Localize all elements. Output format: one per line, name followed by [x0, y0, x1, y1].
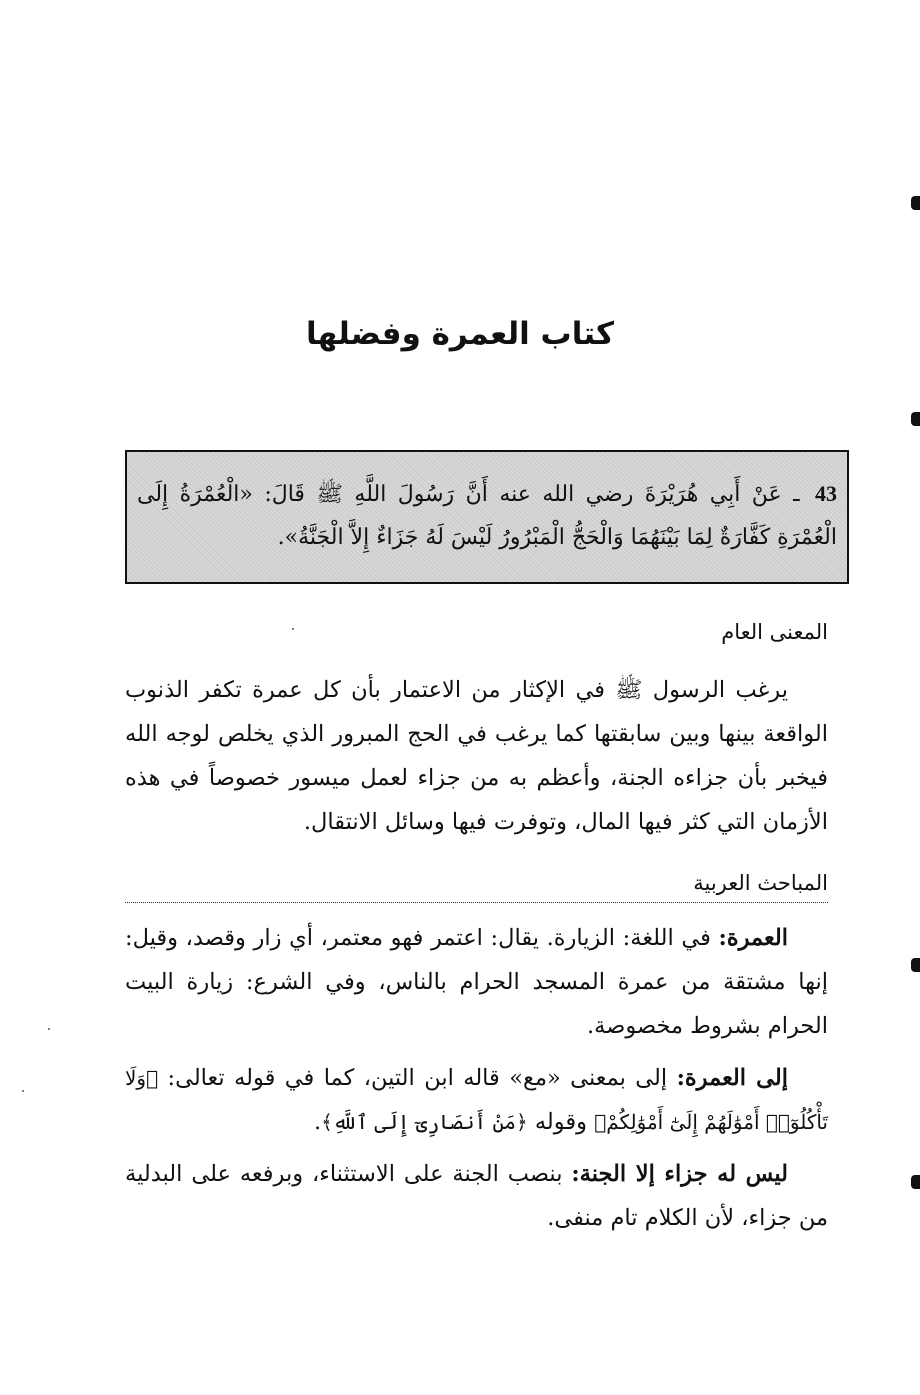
entry-text: في اللغة: الزيارة. يقال: اعتمر فهو معتمر، أي زار وقصد، وقيل: إنها مشتقة من عمرة المسجد الحرام بالناس، وفي الشرع: زيارة البيت الحرام بشروط مخصوصة.	[125, 925, 828, 1039]
general-meaning-text: يرغب الرسول ﷺ في الإكثار من الاعتمار بأن كل عمرة تكفر الذنوب الواقعة بينها وبين سابقتها كما يرغب في الحج المبرور الذي يخلص لوجه الله فيخبر بأن جزاءه الجنة، وأعظم به من جزاء لعمل ميسور خصوصاً في هذه الأزمان التي كثر فيها المال، وتوفرت فيها وسائل الانتقال.	[125, 677, 828, 835]
entry-term: العمرة:	[718, 925, 788, 951]
scan-edge-mark	[911, 412, 920, 426]
hadith-text: ـ عَنْ أَبِي هُرَيْرَةَ رضي الله عنه أَنَّ رَسُولَ اللَّهِ ﷺ قَالَ: «الْعُمْرَةُ إِلَى الْعُمْرَةِ كَفَّارَةٌ لِمَا بَيْنَهُمَا وَالْحَجُّ الْمَبْرُورُ لَيْسَ لَهُ جَزَاءٌ إِلاَّ الْجَنَّةُ».	[137, 482, 837, 550]
quran-verse: ﴿مَنْ أَنصَارِىٓ إِلَى ٱللَّهِ﴾	[321, 1110, 528, 1134]
scan-dot	[22, 1090, 24, 1092]
scan-edge-mark	[911, 1175, 920, 1189]
entry-laysa-lahu-jaza	[125, 1152, 828, 1240]
entry-umrah	[125, 916, 828, 1048]
scan-edge-mark	[911, 958, 920, 972]
entry-ila-al-umrah	[125, 1056, 828, 1144]
entry-text: إلى بمعنى «مع» قاله ابن التين، كما في قوله تعالى:	[158, 1065, 677, 1091]
general-meaning-heading: المعنى العام	[721, 620, 828, 644]
entry-text: .	[313, 1109, 322, 1135]
scan-edge-mark	[911, 196, 920, 210]
entry-term: ليس له جزاء إلا الجنة:	[571, 1161, 789, 1187]
scan-dot	[292, 628, 294, 630]
scan-dot	[48, 1028, 50, 1030]
arabic-topics-heading: المباحث العربية	[125, 868, 828, 903]
entry-text: بنصب الجنة على الاستثناء، وبرفعه على البدلية من جزاء، لأن الكلام تام منفى.	[125, 1161, 828, 1231]
hadith-number: 43	[815, 481, 837, 506]
entry-text: وقوله	[527, 1109, 595, 1135]
hadith-box	[125, 450, 849, 584]
entry-term: إلى العمرة:	[676, 1065, 788, 1091]
quran-verse: ﴿وَلَا تَأْكُلُوٓا۟ أَمْوَٰلَهُمْ إِلَىٰٓ أَمْوَٰلِكُمْ﴾	[125, 1066, 828, 1134]
page-title: كتاب العمرة وفضلها	[305, 316, 615, 352]
